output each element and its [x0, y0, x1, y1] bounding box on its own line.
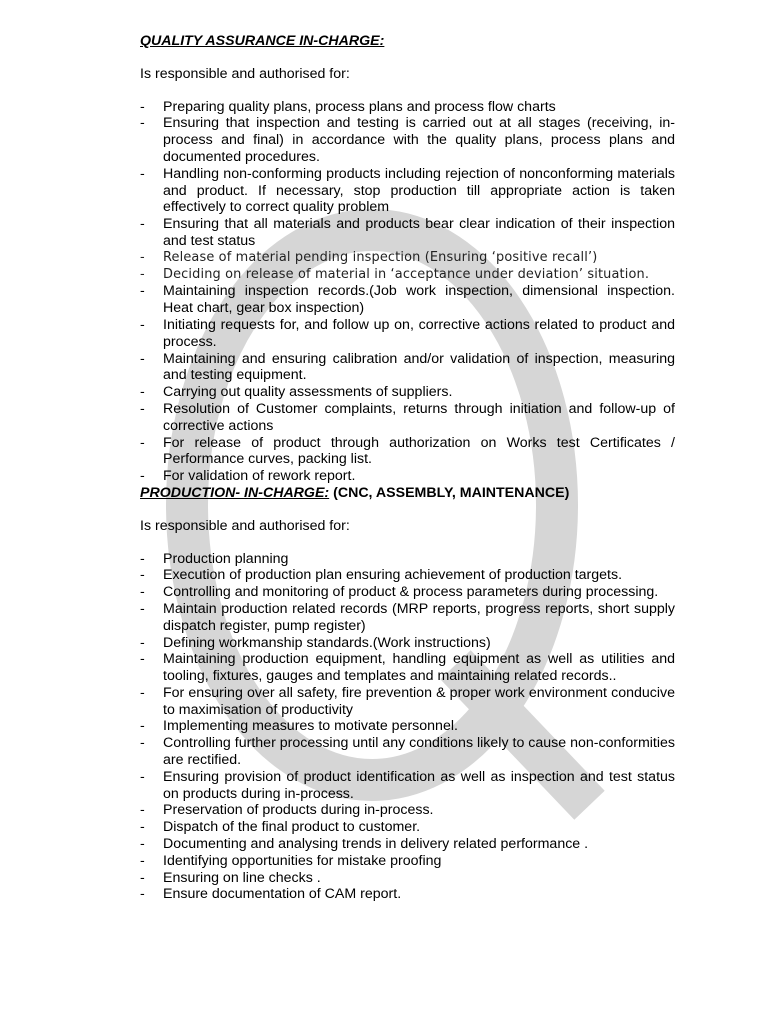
list-item-text: Execution of production plan ensuring achievement of production targets. — [163, 567, 623, 584]
list-item — [140, 819, 675, 836]
list-item — [140, 435, 675, 469]
list-item — [140, 718, 675, 735]
bullet-dash: - — [140, 316, 145, 333]
list-item-text: Ensuring that inspection and testing is carried out at all stages (receiving, in-process and final) in accordance with the quality plans, process plans and documented procedures. — [163, 115, 675, 165]
bullet-dash: - — [140, 98, 145, 115]
list-item-text: Documenting and analysing trends in delivery related performance . — [163, 836, 589, 853]
list-item — [140, 870, 675, 887]
list-item — [140, 735, 675, 769]
section-title: QUALITY ASSURANCE IN-CHARGE: — [140, 33, 385, 49]
responsibility-list — [140, 99, 675, 485]
bullet-dash: - — [140, 567, 145, 584]
list-item — [140, 250, 675, 267]
bullet-dash: - — [140, 735, 145, 752]
list-item — [140, 351, 675, 385]
section-quality-assurance — [140, 33, 675, 485]
list-item-text: Maintain production related records (MRP reports, progress reports, short supply dispatch register, pump register) — [163, 600, 675, 634]
list-item-text: Production planning — [163, 550, 289, 567]
section-heading — [140, 33, 675, 50]
bullet-dash: - — [140, 802, 145, 819]
list-item — [140, 651, 675, 685]
bullet-dash: - — [140, 684, 145, 701]
list-item-text: Maintaining production equipment, handling equipment as well as utilities and tooling, fixtures, gauges and templates and maintaining related records.. — [163, 651, 675, 685]
list-item — [140, 769, 675, 803]
list-item-text: Deciding on release of material in ‘acceptance under deviation’ situation. — [163, 266, 650, 282]
bullet-dash: - — [140, 350, 145, 367]
list-item — [140, 384, 675, 401]
list-item — [140, 601, 675, 635]
bullet-dash: - — [140, 266, 145, 282]
list-item-text: Carrying out quality assessments of suppliers. — [163, 384, 453, 401]
list-item — [140, 853, 675, 870]
bullet-dash: - — [140, 651, 145, 668]
list-item — [140, 283, 675, 317]
list-item-text: Resolution of Customer complaints, returns through initiation and follow-up of corrective actions — [163, 400, 675, 434]
list-item — [140, 216, 675, 250]
responsibility-list — [140, 551, 675, 904]
bullet-dash: - — [140, 400, 145, 417]
bullet-dash: - — [140, 216, 145, 233]
bullet-dash: - — [140, 468, 145, 485]
list-item — [140, 685, 675, 719]
list-item — [140, 635, 675, 652]
list-item — [140, 99, 675, 116]
list-item — [140, 836, 675, 853]
list-item — [140, 115, 675, 165]
list-item-text: Ensuring that all materials and products bear clear indication of their inspection and test status — [163, 216, 675, 249]
list-item-text: Handling non-conforming products including rejection of nonconforming materials and product. If necessary, stop production till appropriate action is taken effectively to correct quality problem — [163, 165, 675, 216]
bullet-dash: - — [140, 115, 145, 132]
list-item-text: Defining workmanship standards.(Work instructions) — [163, 634, 491, 651]
list-item-text: Ensuring provision of product identification as well as inspection and test status on products during in-process. — [163, 768, 675, 802]
list-item — [140, 267, 675, 284]
bullet-dash: - — [140, 600, 145, 617]
bullet-dash: - — [140, 550, 145, 567]
bullet-dash: - — [140, 768, 145, 785]
list-item — [140, 468, 675, 485]
list-item — [140, 567, 675, 584]
list-item-text: Release of material pending inspection (Ensuring ‘positive recall’) — [163, 249, 598, 265]
bullet-dash: - — [140, 852, 145, 869]
bullet-dash: - — [140, 584, 145, 601]
list-item-text: For release of product through authorization on Works test Certificates / Performance curves, packing list. — [163, 434, 675, 468]
bullet-dash: - — [140, 869, 145, 886]
list-item-text: For ensuring over all safety, fire prevention & proper work environment conducive to maximisation of productivity — [163, 684, 675, 718]
bullet-dash: - — [140, 634, 145, 651]
bullet-dash: - — [140, 718, 145, 735]
bullet-dash: - — [140, 836, 145, 853]
document-page — [140, 33, 675, 903]
bullet-dash: - — [140, 165, 145, 182]
list-item — [140, 802, 675, 819]
list-item — [140, 166, 675, 216]
section-title: PRODUCTION- IN-CHARGE: — [140, 484, 330, 501]
bullet-dash: - — [140, 434, 145, 451]
bullet-dash: - — [140, 886, 145, 903]
section-intro: Is responsible and authorised for: — [140, 517, 350, 534]
bullet-dash: - — [140, 384, 145, 401]
list-item-text: Maintaining inspection records.(Job work inspection, dimensional inspection. Heat chart, gear box inspection) — [163, 283, 675, 317]
list-item — [140, 551, 675, 568]
section-intro: Is responsible and authorised for: — [140, 65, 350, 82]
list-item-text: Identifying opportunities for mistake proofing — [163, 852, 442, 869]
section-title-suffix: (CNC, ASSEMBLY, MAINTENANCE) — [329, 484, 570, 501]
list-item-text: Initiating requests for, and follow up on, corrective actions related to product and process. — [163, 316, 675, 350]
list-item-text: For validation of rework report. — [163, 468, 356, 485]
bullet-dash: - — [140, 249, 145, 265]
list-item — [140, 317, 675, 351]
list-item — [140, 886, 675, 903]
list-item-text: Controlling and monitoring of product & process parameters during processing. — [163, 584, 659, 601]
list-item-text: Ensure documentation of CAM report. — [163, 886, 402, 903]
section-production — [140, 485, 675, 903]
bullet-dash: - — [140, 819, 145, 836]
list-item — [140, 401, 675, 435]
bullet-dash: - — [140, 283, 145, 300]
list-item — [140, 584, 675, 601]
list-item-text: Ensuring on line checks . — [163, 869, 321, 886]
list-item-text: Preservation of products during in-process. — [163, 802, 434, 819]
list-item-text: Controlling further processing until any conditions likely to cause non-conformities are rectified. — [163, 735, 675, 769]
list-item-text: Implementing measures to motivate personnel. — [163, 718, 458, 735]
list-item-text: Dispatch of the final product to customer. — [163, 819, 421, 836]
list-item-text: Maintaining and ensuring calibration and/or validation of inspection, measuring and testing equipment. — [163, 350, 675, 384]
section-heading — [140, 485, 675, 502]
list-item-text: Preparing quality plans, process plans and process flow charts — [163, 98, 556, 115]
